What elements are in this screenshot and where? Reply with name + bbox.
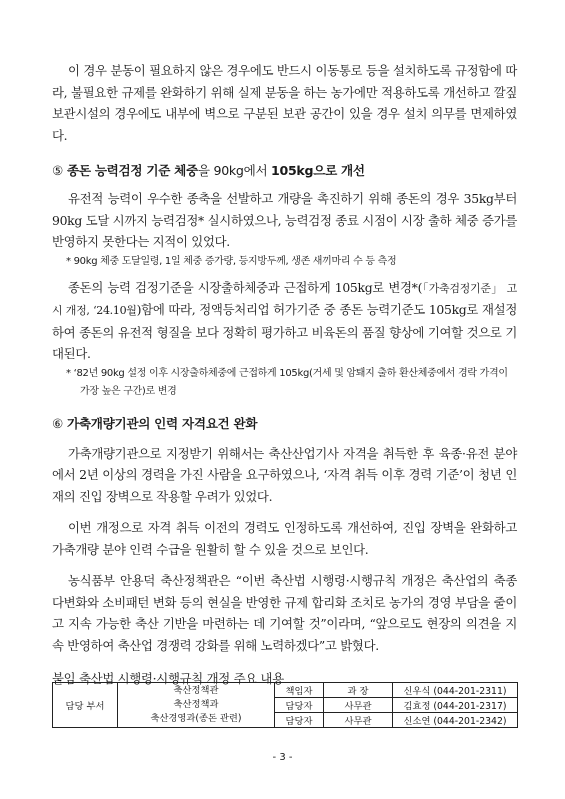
paragraph-weight-change: 종돈의 능력 검정기준을 시장출하체중과 근접하게 105kg로 변경*(「가축검정기준」 고시 개정, ‘24.10월)함에 따라, 정액등처리업 허가기준 중 종돈 능력기준도 105kg로 재설정하여 종돈의 유전적 형질을 보다 정확히 평가하고 비육돈의 품질 향상에 기여할 것으로 기대된다.: [52, 279, 517, 361]
section-heading-6: ⑥ 가축개량기관의 인력 자격요건 완화: [52, 415, 258, 431]
paragraph-qualification: 가축개량기관으로 지정받기 위해서는 축산산업기사 자격을 취득한 후 육종·유전 분야에서 2년 이상의 경력을 가진 사람을 요구하였으나, ‘자격 취득 이후 경력 기준’이 청년 인재의 진입 장벽으로 작용할 우려가 있었다.: [52, 445, 517, 504]
footnote-weight-history: * ‘82년 90kg 설정 이후 시장출하체중에 근접하게 105kg(거세 및 암퇘지 출하 환산체중에서 경락 가격이 가장 높은 구간)로 변경: [66, 367, 508, 397]
position-cell: 사무관: [324, 713, 393, 728]
contact-cell: 김효정 (044-201-2317): [393, 698, 518, 713]
paragraph-official-quote: 농식품부 안용덕 축산정책관은 “이번 축산법 시행령·시행규칙 개정은 축산업의 축종 다변화와 소비패턴 변화 등의 현실을 반영한 규제 합리화 조치로 농가의 경영 부담을 줄이고 지속 가능한 축산 기반을 마련하는 데 기여할 것”이라며, “앞으로도 현장의 의견을 지속 반영하여 축산업 경쟁력 강화를 위해 노력하겠다”고 밝혔다.: [52, 573, 517, 653]
position-cell: 과 장: [324, 683, 393, 698]
position-cell: 사무관: [324, 698, 393, 713]
paragraph-stall-rule: 이 경우 분동이 필요하지 않은 경우에도 반드시 이동통로 등을 설치하도록 규정함에 따라, 불필요한 규제를 완화하기 위해 실제 분동을 하는 농가에만 적용하도록 개선하고 깔짚보관시설의 경우에도 내부에 벽으로 구분된 보관 공간이 있을 경우 설치 의무를 면제하였다.: [52, 63, 517, 143]
page-number: - 3 -: [272, 752, 293, 763]
paragraph-performance-test: 유전적 능력이 우수한 종축을 선발하고 개량을 촉진하기 위해 종돈의 경우 35kg부터 90kg 도달 시까지 능력검정* 실시하였으나, 능력검정 종료 시점이 시장 출하 체중 증가를 반영하지 못한다는 지적이 있었다.: [52, 191, 517, 249]
footnote-measurement: * 90kg 체중 도달일령, 1일 체중 증가량, 등지방두께, 생존 새끼마리 수 등 측정: [66, 255, 397, 267]
dept-names-cell: 축산정책관 축산정책과 축산경영과(종돈 관련): [118, 683, 275, 728]
dept-label-cell: 담당 부서: [53, 683, 118, 728]
role-cell: 담당자: [275, 698, 324, 713]
contact-cell: 신소연 (044-201-2342): [393, 713, 518, 728]
table-row: [53, 683, 518, 698]
contact-cell: 신우식 (044-201-2311): [393, 683, 518, 698]
contact-table: [52, 682, 518, 728]
paragraph-revision-effect: 이번 개정으로 자격 취득 이전의 경력도 인정하도록 개선하여, 진입 장벽을 완화하고 가축개량 분야 인력 수급을 원활히 할 수 있을 것으로 보인다.: [52, 520, 517, 557]
role-cell: 담당자: [275, 713, 324, 728]
role-cell: 책임자: [275, 683, 324, 698]
section-heading-5: ⑤ 종돈 능력검정 기준 체중을 90kg에서 105kg으로 개선: [52, 163, 365, 178]
attachment-note: 붙임 축산법 시행령·시행규칙 개정 주요 내용: [52, 671, 284, 686]
document-body: [52, 60, 517, 690]
